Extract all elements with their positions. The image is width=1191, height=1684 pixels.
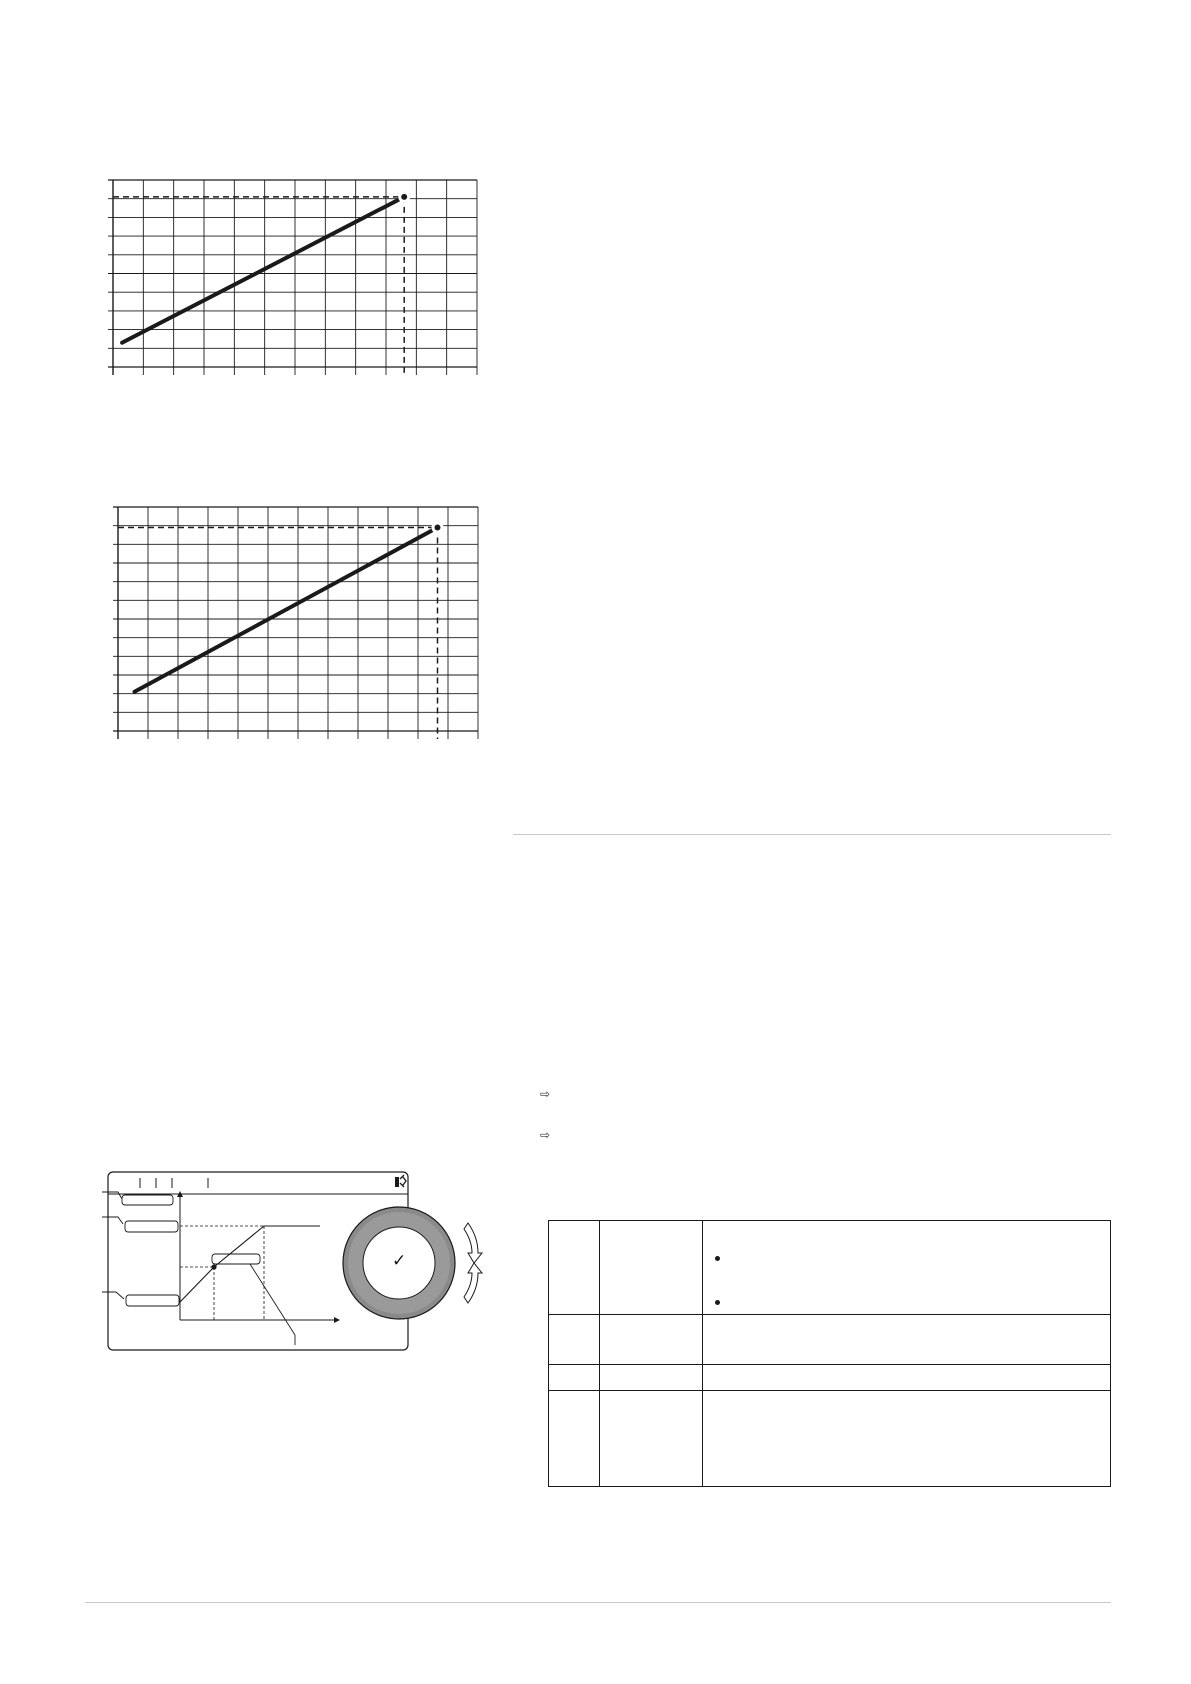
chart-1-grid — [108, 180, 477, 375]
table-cell — [549, 1391, 600, 1487]
series-line — [135, 528, 438, 692]
callout-leader-2 — [102, 1217, 123, 1224]
chart-2 — [110, 499, 486, 751]
label-box-3 — [126, 1295, 179, 1306]
callout-leader-1 — [102, 1192, 122, 1199]
table-cell — [600, 1221, 703, 1315]
table-cell — [549, 1221, 600, 1315]
bullet-1 — [715, 1256, 720, 1261]
parameter-table — [548, 1220, 1111, 1487]
confirm-check-icon[interactable]: ✓ — [392, 1251, 407, 1271]
control-panel-illustration — [100, 1165, 500, 1365]
callout-leader-4 — [250, 1264, 295, 1335]
chart-2-marks — [118, 522, 444, 739]
table-cell — [600, 1365, 703, 1391]
table-cell — [703, 1391, 1111, 1487]
table-cell — [703, 1315, 1111, 1365]
bullet-2 — [715, 1300, 720, 1305]
label-box-2 — [125, 1221, 178, 1232]
service-tool-icon — [395, 1175, 406, 1187]
graph-x-arrow — [334, 1317, 340, 1323]
footer-divider — [85, 1602, 1111, 1603]
series-line — [122, 197, 404, 343]
result-marker-1: ⇨ — [540, 1087, 551, 1101]
table-cell — [600, 1391, 703, 1487]
table-row — [549, 1221, 1111, 1315]
callout-leader-3 — [102, 1292, 124, 1299]
table-cell — [600, 1315, 703, 1365]
table-cell — [703, 1365, 1111, 1391]
result-marker-2: ⇨ — [540, 1128, 551, 1142]
reference-point — [435, 525, 441, 531]
chart-2-grid — [113, 507, 478, 739]
reference-point — [401, 194, 407, 200]
chart-1 — [105, 172, 485, 387]
table-row — [549, 1315, 1111, 1365]
table-cell — [549, 1315, 600, 1365]
table-cell — [703, 1221, 1111, 1315]
rotate-clockwise-arrow — [464, 1223, 482, 1263]
label-box-1 — [122, 1195, 173, 1205]
curve-point — [211, 1264, 216, 1269]
section-divider — [513, 834, 1111, 835]
chart-1-marks — [113, 191, 410, 375]
rotate-counterclockwise-arrow — [464, 1263, 482, 1303]
table-row — [549, 1391, 1111, 1487]
table-cell — [549, 1365, 600, 1391]
table-row — [549, 1365, 1111, 1391]
